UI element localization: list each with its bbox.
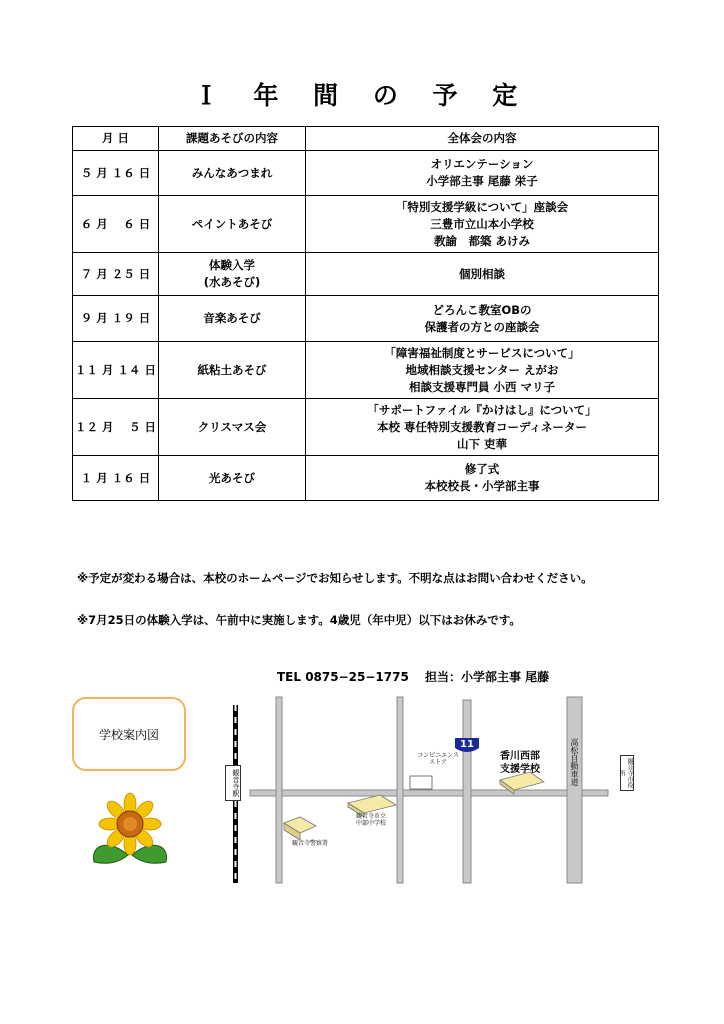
row-activity: 光あそび	[159, 456, 306, 501]
police-label: 観音寺警察署	[291, 840, 328, 847]
road-west	[276, 697, 282, 883]
route-11-road	[463, 700, 471, 883]
police-building	[284, 817, 316, 840]
convenience-store-building	[410, 776, 432, 789]
road-middle	[397, 697, 403, 883]
header-activity: 課題あそびの内容	[159, 127, 306, 151]
main-road	[250, 790, 608, 796]
note-trial-admission: ※7月25日の体験入学は、午前中に実施します。4歳児（年中児）以下はお休みです。	[77, 613, 521, 627]
row-content: どろんこ教室OBの 保護者の方との座談会	[306, 296, 659, 342]
page-title: Ｉ 年 間 の 予 定	[193, 81, 531, 110]
header-content: 全体会の内容	[306, 127, 659, 151]
row-activity: 音楽あそび	[159, 296, 306, 342]
row-content: 個別相談	[306, 253, 659, 296]
row-date: １２ 月 ５ 日	[73, 399, 159, 456]
row-activity: 紙粘土あそび	[159, 342, 306, 399]
row-content: 「障害福祉制度とサービスについて」 地域相談支援センター えがお 相談支援専門員 小西 マリ子	[306, 342, 659, 399]
school-label: 香川西部 支援学校	[500, 751, 540, 775]
highway-label: 高松自動車道	[570, 738, 579, 786]
row-date: ９ 月 １９ 日	[73, 296, 159, 342]
row-date: １１ 月 １４ 日	[73, 342, 159, 399]
contact-info: TEL 0875−25−1775 担当：小学部主事 尾藤	[277, 670, 550, 684]
row-content: オリエンテーション 小学部主事 尾藤 栄子	[306, 151, 659, 196]
row-date: ５ 月 １６ 日	[73, 151, 159, 196]
city-office-sign: 観音寺市役所	[620, 755, 634, 791]
sunflower-icon	[93, 793, 166, 863]
row-activity: クリスマス会	[159, 399, 306, 456]
row-content: 「サポートファイル『かけはし』について」 本校 専任特別支援教育コーディネーター 山下 吏華	[306, 399, 659, 456]
header-date: 月 日	[73, 127, 159, 151]
row-activity: 体験入学 (水あそび)	[159, 253, 306, 296]
note-schedule-change: ※予定が変わる場合は、本校のホームページでお知らせします。不明な点はお問い合わせください。	[77, 571, 593, 585]
row-date: ６ 月 ６ 日	[73, 196, 159, 253]
row-date: １ 月 １６ 日	[73, 456, 159, 501]
row-date: ７ 月 ２５ 日	[73, 253, 159, 296]
map-box-label: 学校案内図	[72, 697, 186, 771]
row-content: 修了式 本校校長・小学部主事	[306, 456, 659, 501]
route-number-label: 11	[460, 739, 474, 750]
station-sign: 観音寺駅	[225, 765, 241, 801]
junior-high-label: 観音寺市立 中部中学校	[355, 813, 386, 827]
row-activity: ペイントあそび	[159, 196, 306, 253]
convenience-store-label: コンビニエンス ストア	[417, 752, 459, 766]
highway-road	[567, 697, 582, 883]
row-activity: みんなあつまれ	[159, 151, 306, 196]
row-content: 「特別支援学級について」座談会 三豊市立山本小学校 教諭 都築 あけみ	[306, 196, 659, 253]
